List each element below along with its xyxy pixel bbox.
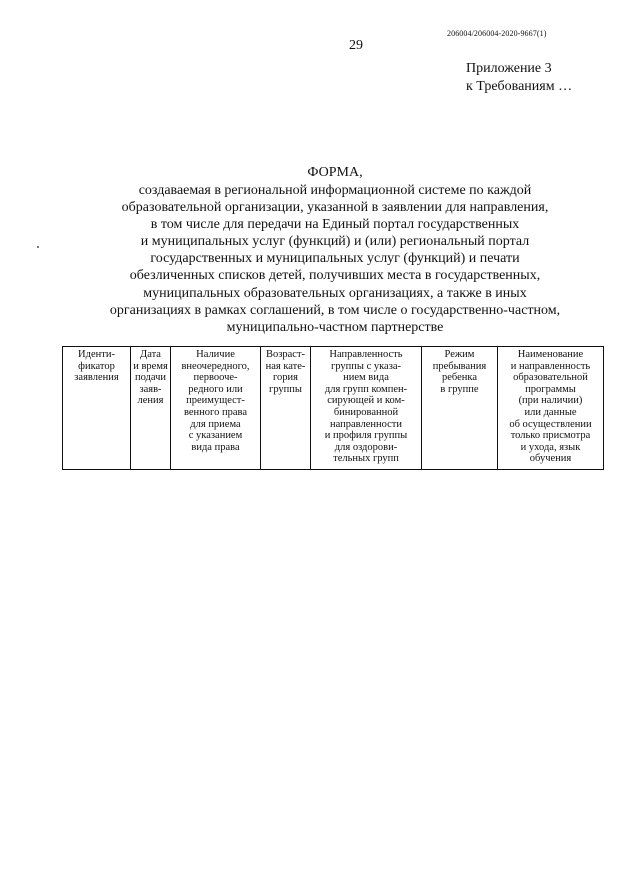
header-line: редного или [188, 383, 243, 395]
header-line: программы [525, 383, 576, 395]
header-line: ления [137, 395, 164, 407]
header-line: венного права [184, 406, 247, 418]
header-line: и направленность [510, 360, 591, 372]
header-line: гория [273, 372, 298, 384]
header-line: заявления [74, 372, 119, 384]
form-table [62, 346, 604, 470]
column-header-application-id [63, 347, 131, 470]
header-line: образовательной [513, 372, 588, 384]
header-line: тельных групп [333, 453, 399, 465]
table-header-row [63, 347, 604, 470]
header-line: заяв- [139, 383, 162, 395]
form-title: ФОРМА, [307, 165, 363, 180]
header-line: об осуществлении [509, 418, 592, 430]
header-line: для оздорови- [334, 441, 398, 453]
header-line: для приема [190, 418, 241, 430]
header-line: Режим [444, 349, 475, 360]
header-line: нием вида [343, 372, 389, 384]
form-description [0, 182, 640, 336]
header-line: или данные [524, 406, 577, 418]
document-code: 206004/206004-2020-9667(1) [447, 29, 547, 38]
header-line: с указанием [188, 430, 243, 442]
header-line: Иденти- [78, 349, 115, 360]
header-line: Дата [140, 349, 161, 360]
header-line: пребывания [432, 360, 487, 372]
appendix-line: к Требованиям … [466, 79, 573, 94]
header-line: Наименование [517, 349, 584, 360]
header-line: и профиля группы [324, 430, 408, 442]
header-line: фикатор [78, 360, 115, 372]
header-line: направленности [329, 418, 402, 430]
description-line: государственных и муниципальных услуг (функций) и печати [150, 251, 520, 267]
column-header-stay-mode [422, 347, 498, 470]
header-line: подачи [134, 372, 167, 384]
description-line: создаваемая в региональной информационной системе по каждой [138, 183, 532, 198]
description-line: муниципально-частном партнерстве [226, 319, 444, 335]
margin-mark [37, 246, 39, 248]
header-line: бинированной [333, 406, 399, 418]
header-line: Наличие [196, 349, 235, 360]
description-line: муниципальных образовательных организациях, а также в иных [143, 285, 527, 301]
header-line: и время [133, 360, 168, 372]
header-line: ная кате- [265, 360, 306, 372]
column-header-group-orientation [311, 347, 422, 470]
header-line: группы [269, 383, 302, 395]
header-line: группы с указа- [330, 360, 402, 372]
appendix-reference [466, 60, 572, 96]
description-line: и муниципальных услуг (функций) и (или) региональный портал [140, 234, 530, 250]
header-line: только присмотра [510, 430, 591, 442]
column-header-program-name [498, 347, 604, 470]
description-line: организациях в рамках соглашений, в том числе о государственно-частном, [109, 302, 561, 318]
header-line: внеочередного, [181, 360, 250, 372]
description-line: образовательной организации, указанной в заявлении для направления, [121, 200, 549, 216]
column-header-submission-datetime [131, 347, 171, 470]
header-line: обучения [529, 453, 572, 465]
header-line: преимущест- [186, 395, 245, 407]
column-header-priority-right [171, 347, 261, 470]
header-line: вида права [191, 441, 240, 453]
description-line: в том числе для передачи на Единый портал государственных [150, 217, 520, 233]
header-line: для групп компен- [324, 383, 408, 395]
header-line: в группе [440, 383, 479, 395]
page-number: 29 [349, 38, 363, 53]
column-header-age-category [261, 347, 311, 470]
header-line: ребенка [442, 372, 477, 384]
header-line: Возраст- [265, 349, 306, 360]
header-line: сирующей и ком- [327, 395, 405, 407]
header-line: Направленность [329, 349, 403, 360]
header-line: и ухода, язык [520, 441, 581, 453]
header-line: первооче- [193, 372, 238, 384]
header-line: (при наличии) [518, 395, 583, 407]
appendix-line: Приложение 3 [466, 61, 552, 76]
description-line: обезличенных списков детей, получивших места в государственных, [129, 268, 541, 284]
